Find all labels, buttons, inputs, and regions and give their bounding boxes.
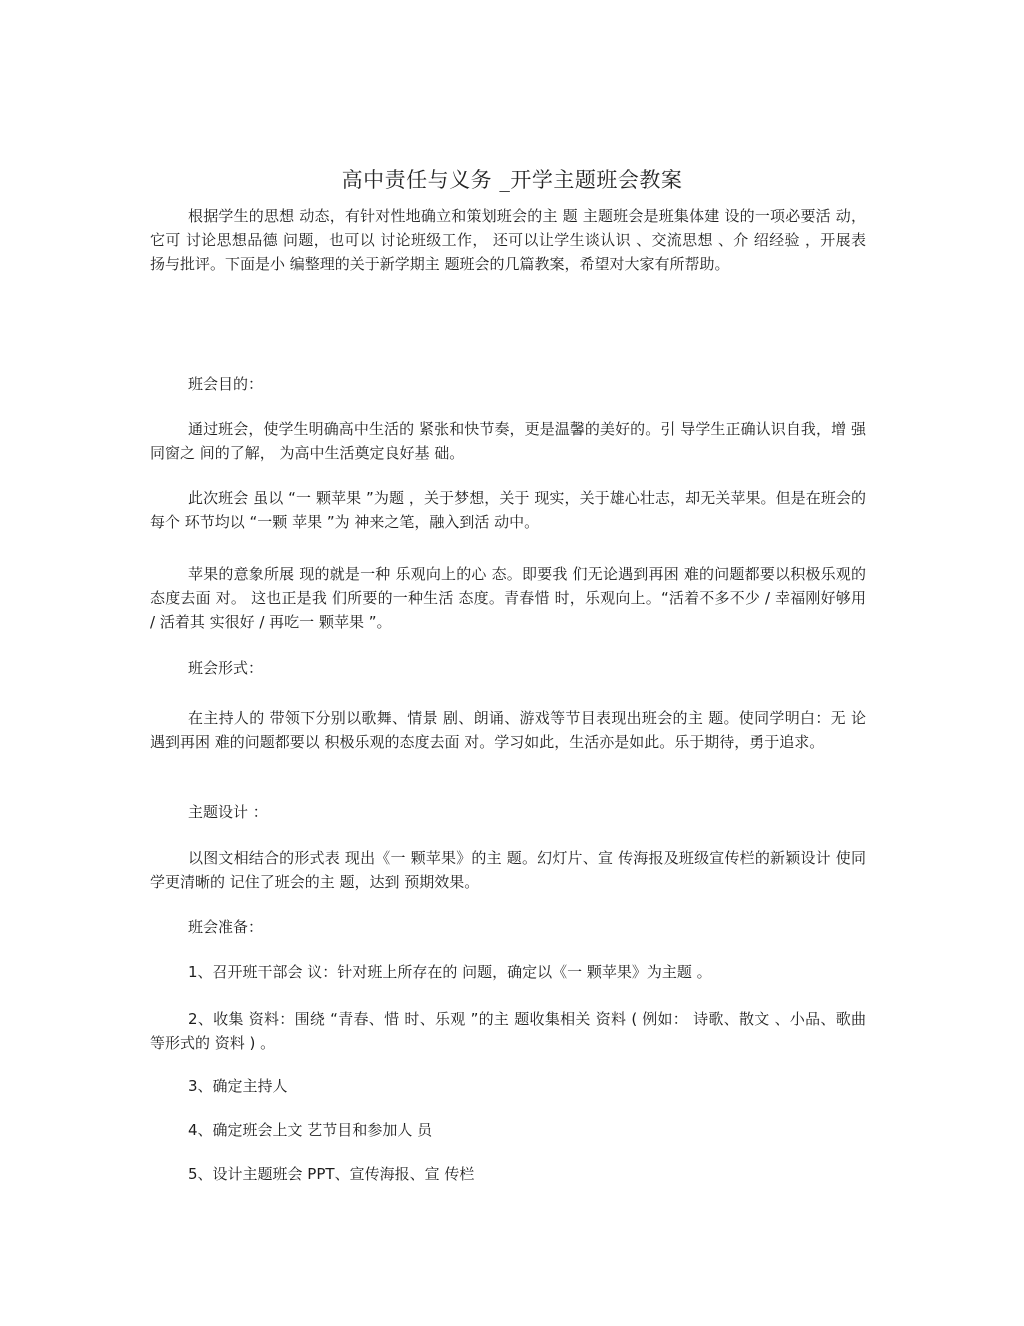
form-heading: 班会形式： [188,659,264,677]
goal-paragraph-1: 通过班会，使学生明确高中生活的 紧张和快节奏，更是温馨的美好的。引 导学生正确认识自我，增 强同窗之 间的了解， 为高中生活奠定良好基 础。 [150,420,866,462]
intro-paragraph: 根据学生的思想 动态，有针对性地确立和策划班会的主 题 主题班会是班集体建 设的一项必要活 动，它可 讨论思想品德 问题，也可以 讨论班级工作， 还可以让学生谈认识 、交流思想 、介 绍经验 ，开展表 扬与批评。下面是小 编整理的关于新学期主 题班会的几篇教案，希望对大家有所帮助。 [150,207,866,273]
form-paragraph-1: 在主持人的 带领下分别以歌舞、情景 剧、朗诵、游戏等节目表现出班会的主 题。使同学明白：无 论遇到再困 难的问题都要以 积极乐观的态度去面 对。学习如此，生活亦是如此。乐于期待，勇于追求。 [150,709,866,751]
design-paragraph-1: 以图文相结合的形式表 现出《一 颗苹果》的主 题。幻灯片、宣 传海报及班级宣传栏的新颖设计 使同学更清晰的 记住了班会的主 题，达到 预期效果。 [150,849,866,891]
goal-paragraph-3: 苹果的意象所展 现的就是一种 乐观向上的心 态。即要我 们无论遇到再困 难的问题都要以积极乐观的态度去面 对。 这也正是我 们所要的一种生活 态度。青春惜 时，乐观向上。“活着不多不少 / 幸福刚好够用 / 活着其 实很好 / 再吃一 颗苹果 ”。 [150,565,866,631]
prep-item-5: 5、设计主题班会 PPT、宣传海报、宣 传栏 [188,1165,475,1183]
prep-item-3: 3、确定主持人 [188,1077,288,1095]
prep-item-1: 1、召开班干部会 议：针对班上所存在的 问题，确定以《一 颗苹果》为主题 。 [188,963,712,981]
design-heading: 主题设计 ： [188,803,268,821]
document-title: 高中责任与义务 _开学主题班会教案 [341,168,683,192]
prep-item-4: 4、确定班会上文 艺节目和参加人 员 [188,1121,433,1139]
goal-heading: 班会目的： [188,375,264,393]
goal-paragraph-2: 此次班会 虽以 “一 颗苹果 ”为题 ，关于梦想，关于 现实，关于雄心壮志，却无关苹果。但是在班会的每个 环节均以 “一颗 苹果 ”为 神来之笔，融入到活 动中。 [150,489,866,531]
prep-item-2: 2、收集 资料：围绕 “青春、惜 时、乐观 ”的主 题收集相关 资料 ( 例如： 诗歌、散文 、小品、歌曲等形式的 资料 ) 。 [150,1010,866,1052]
prep-heading: 班会准备： [188,918,264,936]
